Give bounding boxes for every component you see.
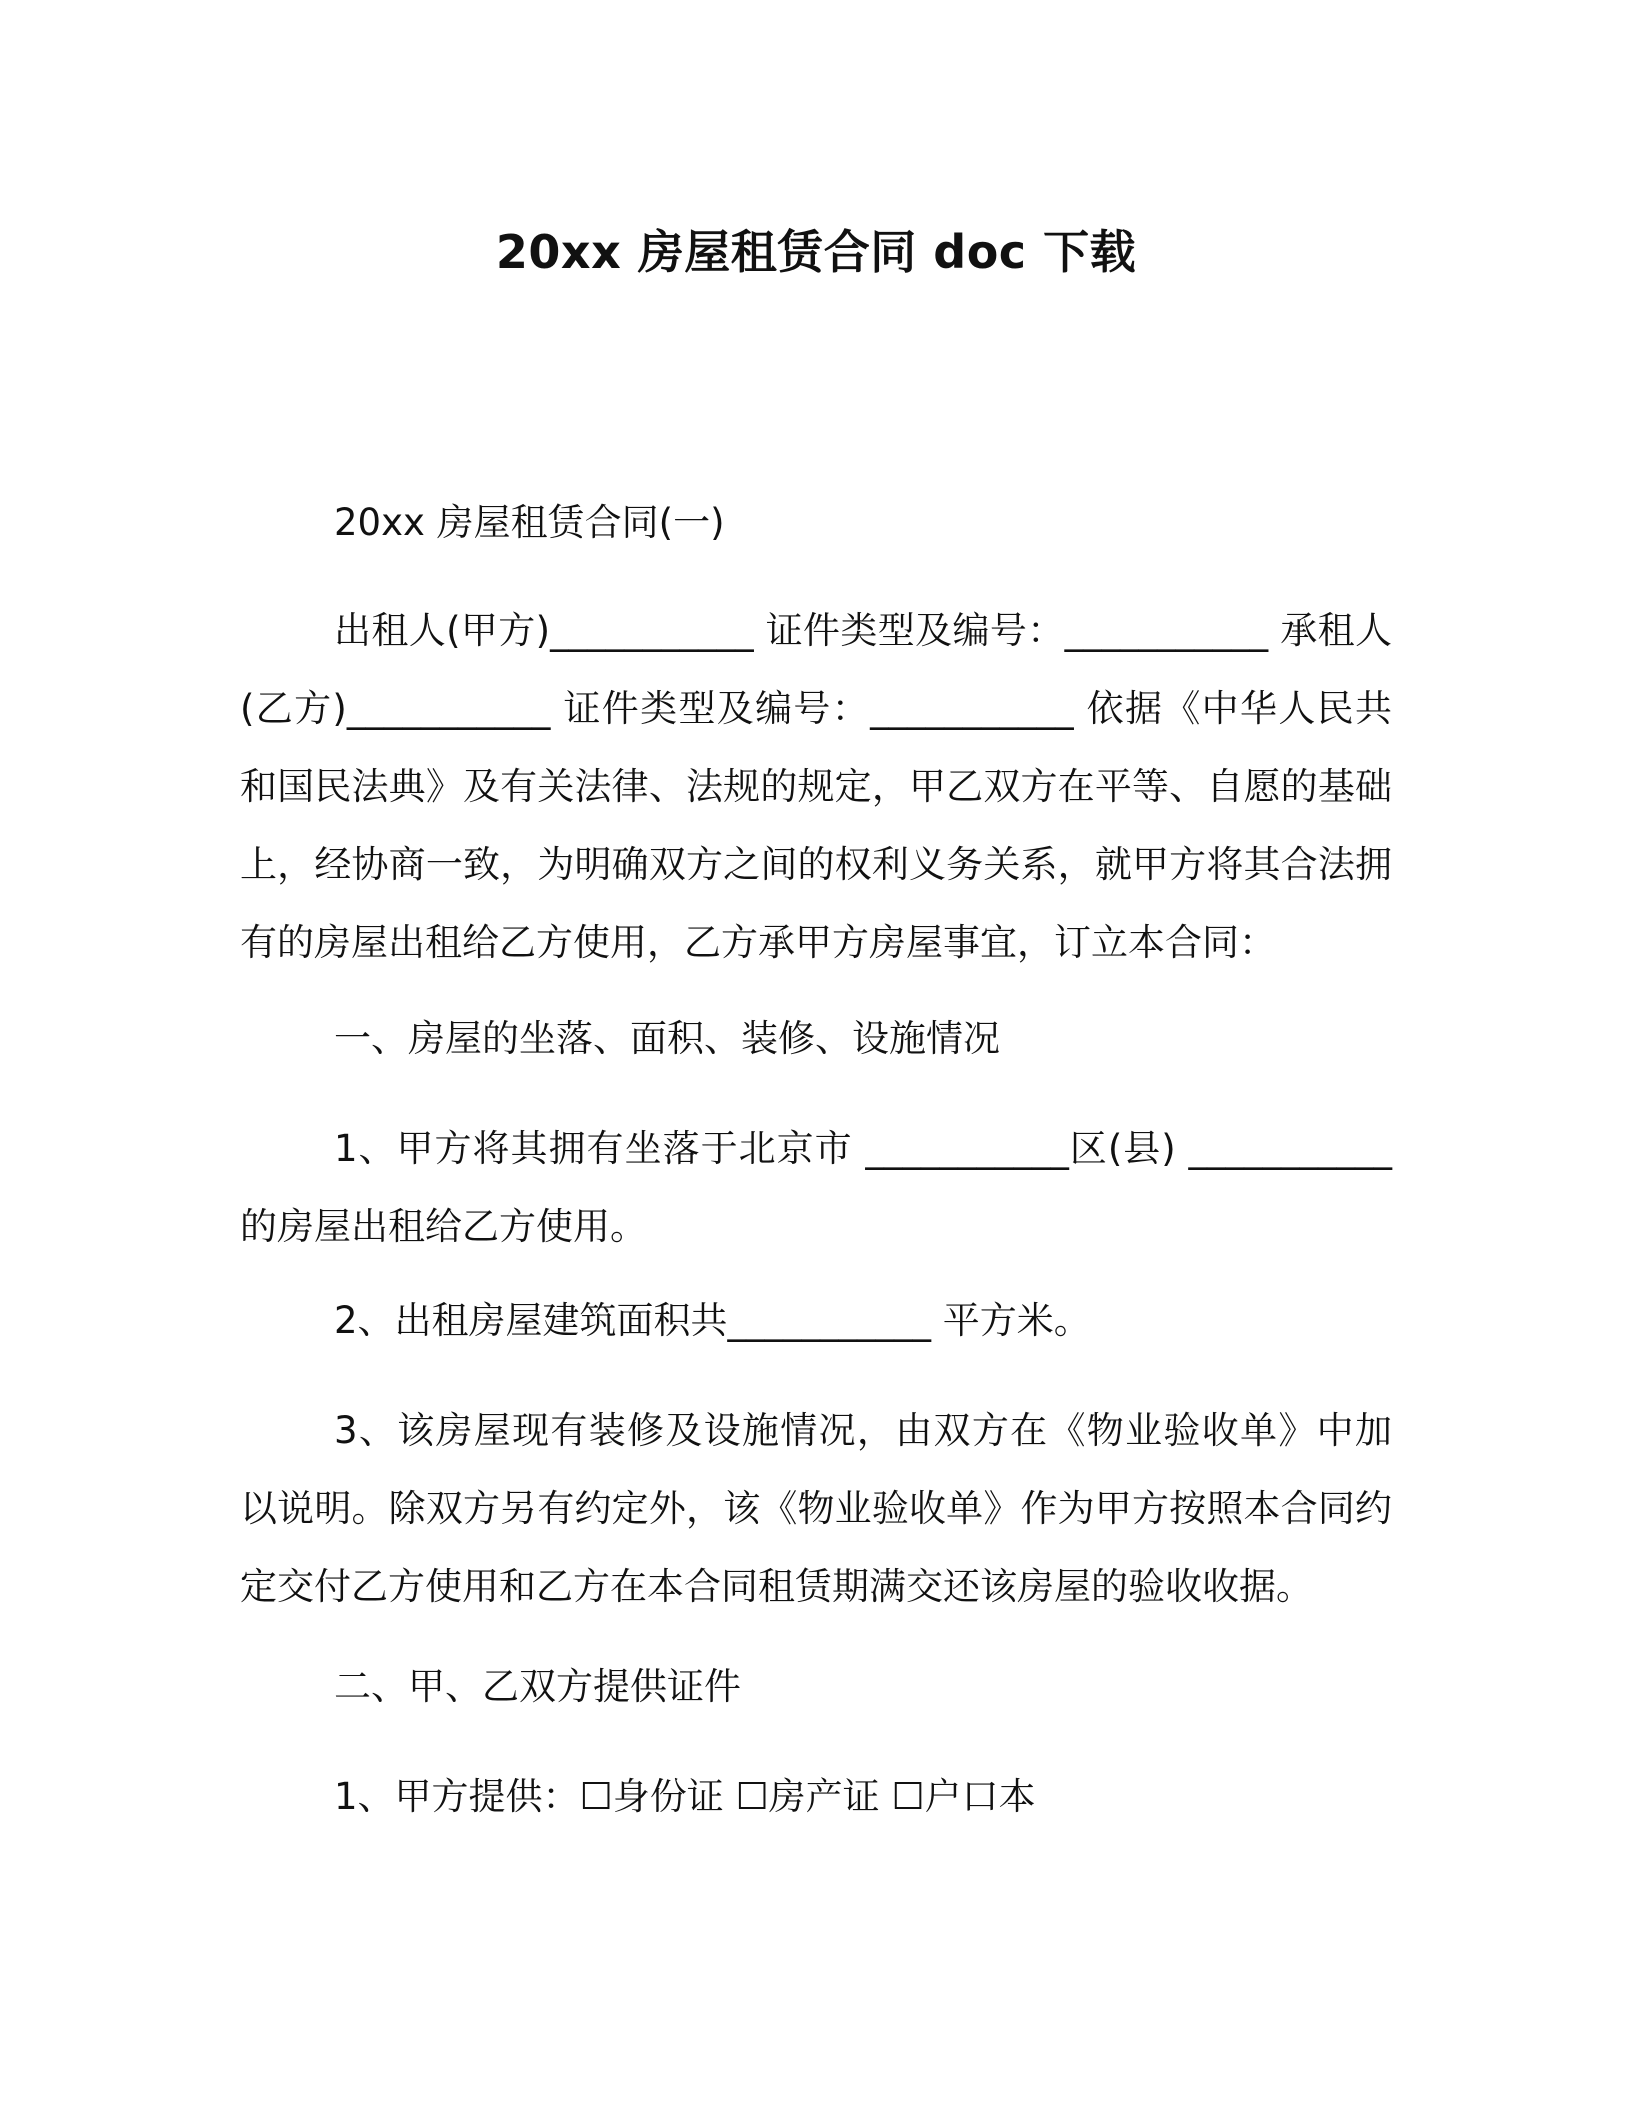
contract-subtitle-text: 20xx 房屋租赁合同(一) bbox=[334, 501, 725, 544]
section-heading-1 bbox=[240, 1000, 1392, 1078]
document-title: 20xx 房屋租赁合同 doc 下载 bbox=[495, 225, 1137, 279]
clause-1-3 bbox=[240, 1392, 1392, 1626]
contract-subtitle bbox=[240, 484, 1392, 562]
clause-1-1 bbox=[240, 1110, 1392, 1266]
section-heading-2 bbox=[240, 1648, 1392, 1726]
clause-2-1 bbox=[240, 1758, 1392, 1836]
section-heading-2-text: 二、甲、乙双方提供证件 bbox=[334, 1665, 741, 1708]
clause-2-1-text: 1、甲方提供：☐身份证 ☐房产证 ☐户口本 bbox=[334, 1775, 1036, 1818]
clause-1-2 bbox=[240, 1282, 1392, 1360]
clause-1-3-text: 3、该房屋现有装修及设施情况，由双方在《物业验收单》中加以说明。除双方另有约定外，该《物业验收单》作为甲方按照本合同约定交付乙方使用和乙方在本合同租赁期满交还该房屋的验收收据。 bbox=[240, 1409, 1392, 1608]
intro-paragraph-text: 出租人(甲方)___________ 证件类型及编号：___________ 承租人(乙方)___________ 证件类型及编号：___________ 依据《中华人民共和国民法典》及有关法律、法规的规定，甲乙双方在平等、自愿的基础上，经协商一致，为明确双方之间的权利义务关系，就甲方将其合法拥有的房屋出租给乙方使用，乙方承甲方房屋事宜，订立本合同： bbox=[240, 609, 1392, 964]
clause-1-2-text: 2、出租房屋建筑面积共___________ 平方米。 bbox=[334, 1299, 1091, 1342]
clause-1-1-text: 1、甲方将其拥有坐落于北京市 ___________区(县) ___________的房屋出租给乙方使用。 bbox=[240, 1127, 1392, 1248]
section-heading-1-text: 一、房屋的坐落、面积、装修、设施情况 bbox=[334, 1017, 1000, 1060]
intro-paragraph bbox=[240, 592, 1392, 982]
